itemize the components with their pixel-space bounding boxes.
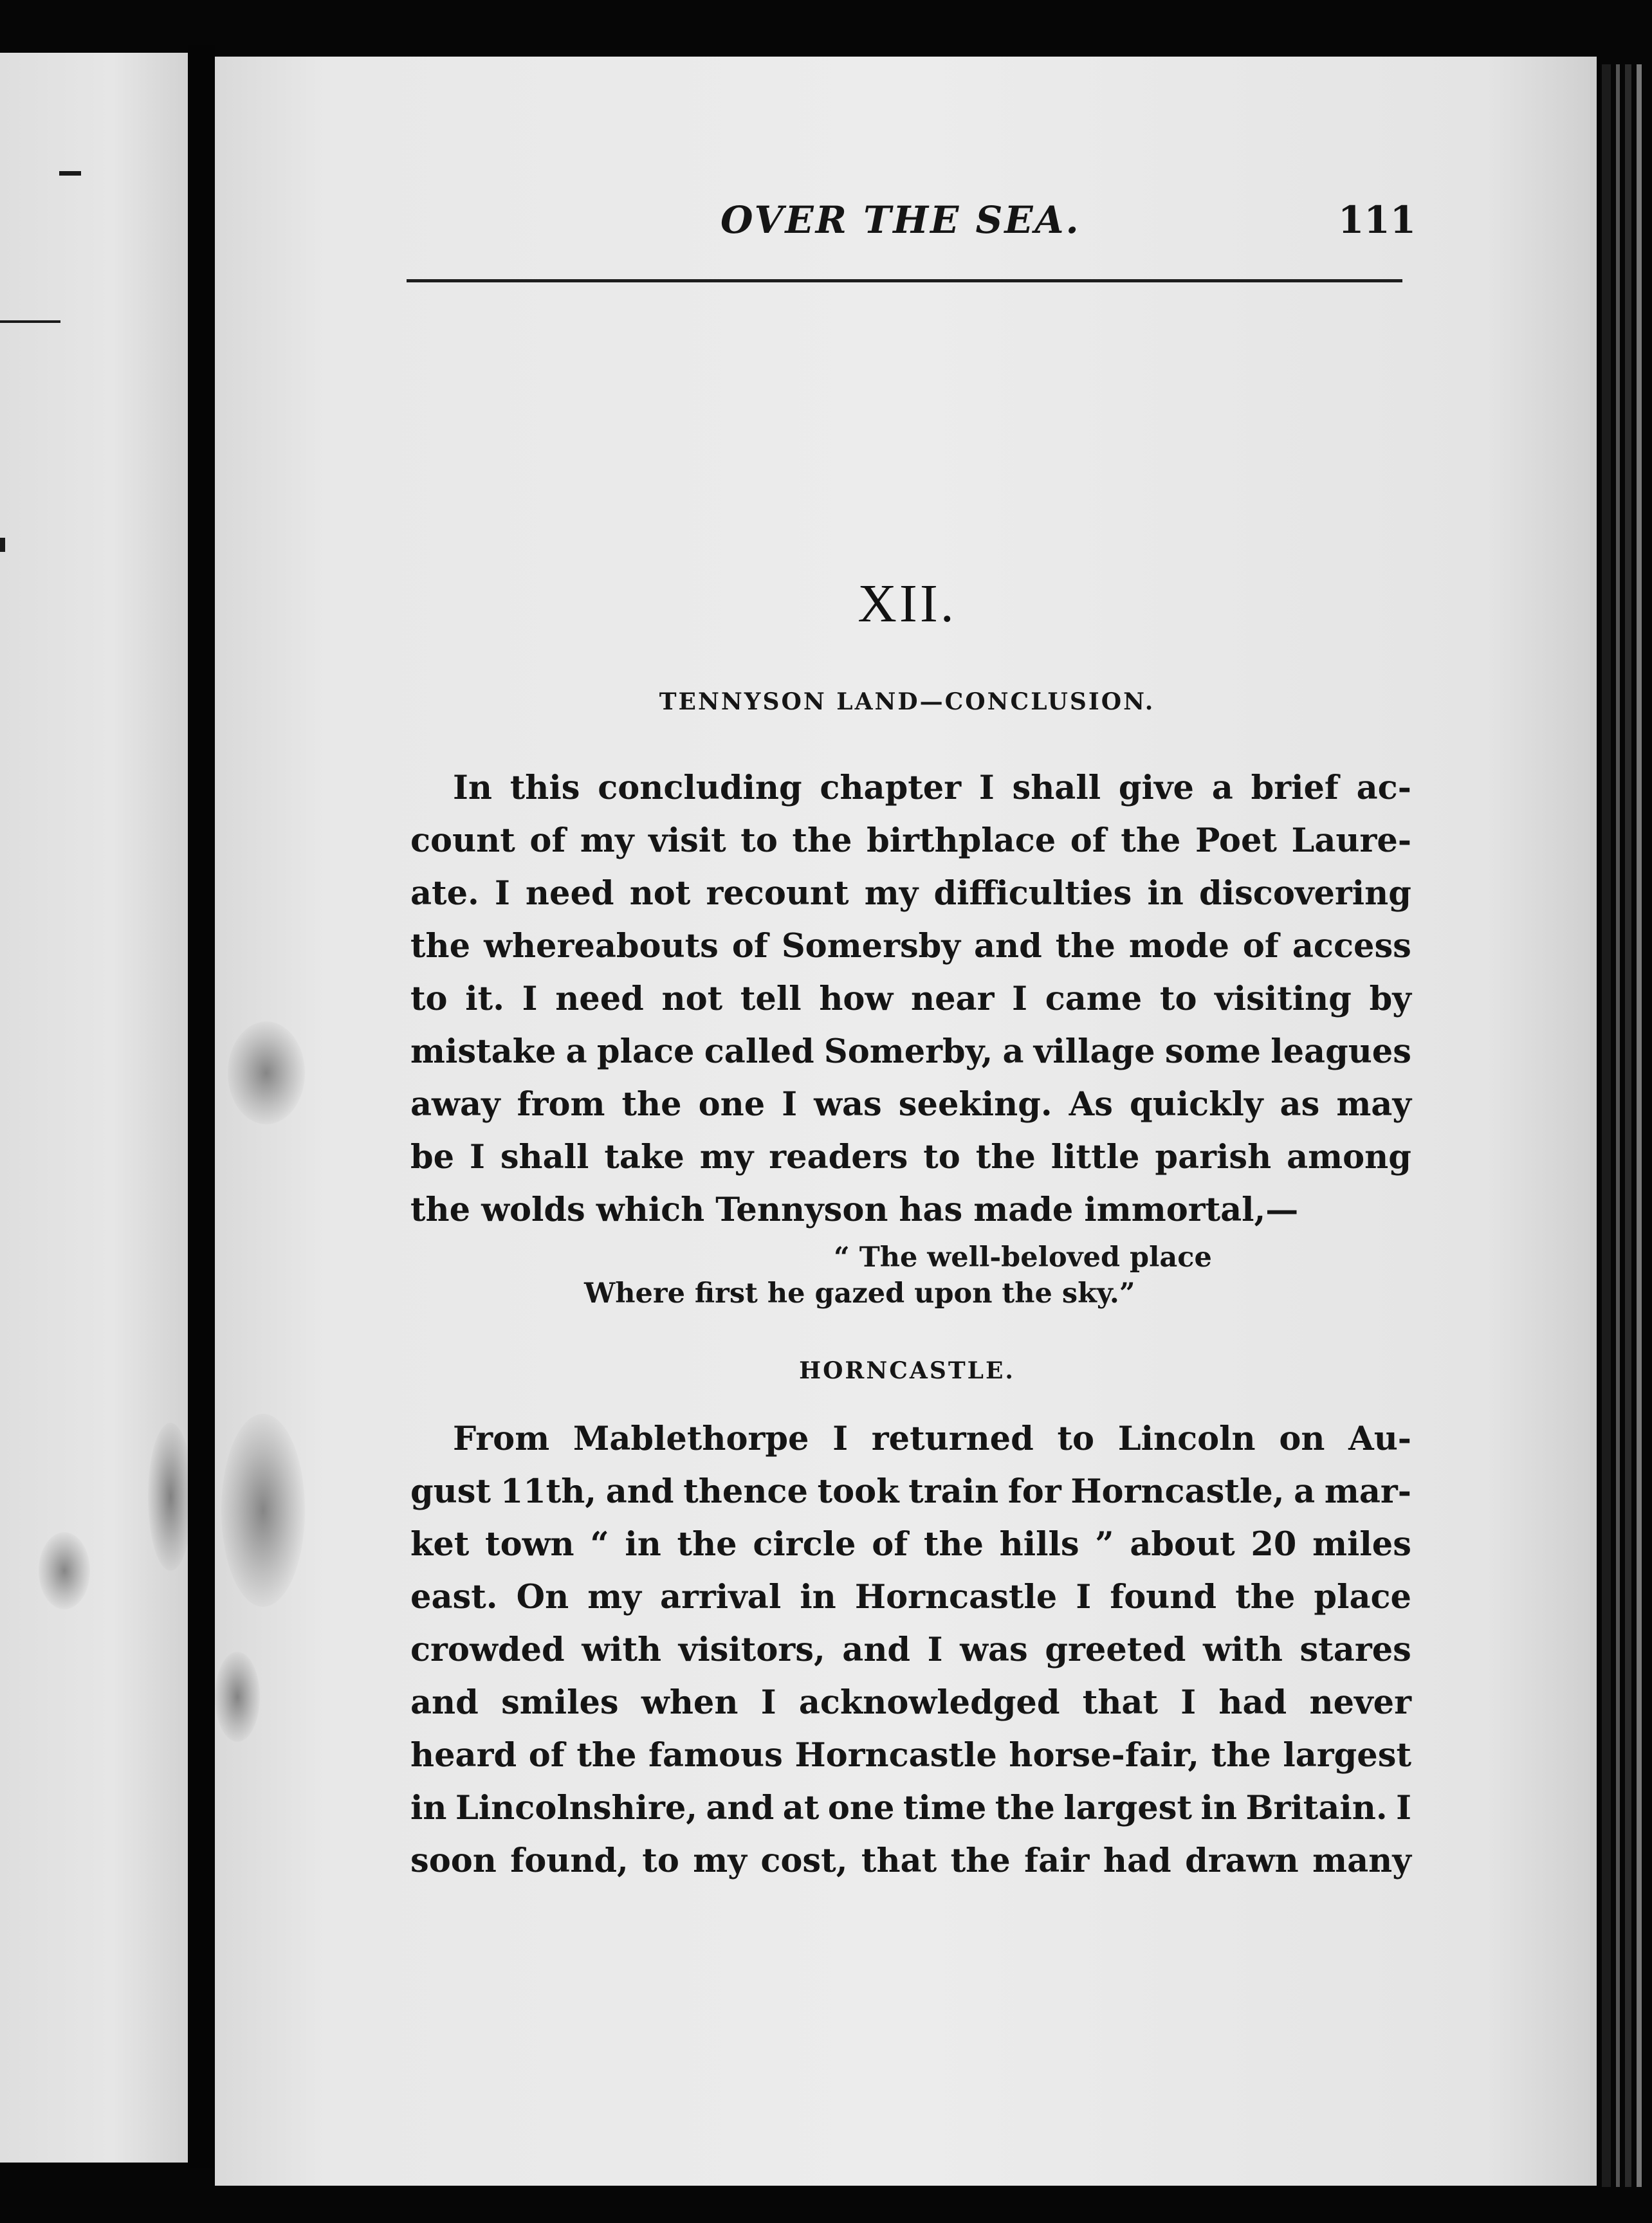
stain (148, 1423, 193, 1571)
word: Horncastle, (1070, 1472, 1285, 1511)
text-line (410, 1465, 1411, 1518)
word: Somerby, (823, 1032, 993, 1071)
word: I (782, 1085, 798, 1124)
word: Lincolnshire, (455, 1789, 698, 1827)
word: ate. (410, 874, 479, 913)
word: I (494, 874, 510, 913)
word: how (819, 980, 894, 1018)
ink-mark (59, 171, 81, 176)
page-edge (1602, 64, 1611, 2187)
word: time (903, 1789, 987, 1827)
word: has (899, 1191, 963, 1229)
word: quickly (1129, 1085, 1263, 1124)
text-line (410, 1078, 1411, 1131)
section-heading: HORNCASTLE. (799, 1357, 1015, 1384)
word: in (1147, 874, 1184, 913)
text-line (410, 1782, 1411, 1834)
word: circle (753, 1525, 856, 1564)
word: the (1121, 821, 1181, 860)
word: shall (500, 1138, 589, 1176)
word: to (642, 1842, 679, 1880)
word: Poet (1195, 821, 1277, 860)
word: of (872, 1525, 908, 1564)
word: Au- (1348, 1420, 1411, 1458)
word: Somersby (781, 927, 960, 965)
word: among (1287, 1138, 1411, 1176)
word: took (817, 1472, 899, 1511)
word: in (800, 1578, 836, 1616)
text-line (410, 1131, 1411, 1184)
word: as (1280, 1085, 1320, 1124)
word: gust (410, 1472, 491, 1511)
page-edge (1637, 64, 1642, 2187)
word: a (565, 1032, 587, 1071)
word: Tennyson (715, 1191, 888, 1229)
word: visitors, (678, 1631, 825, 1669)
word: acknowledged (798, 1683, 1060, 1722)
word: with (1203, 1631, 1283, 1669)
word: seeking. (898, 1085, 1052, 1124)
word: I (978, 769, 995, 807)
word: the (1211, 1736, 1271, 1775)
word: shall (1012, 769, 1101, 807)
word: not (629, 874, 691, 913)
word: to (410, 980, 448, 1018)
text-line (410, 973, 1411, 1025)
text-line (410, 1518, 1411, 1571)
word: never (1309, 1683, 1411, 1722)
word: soon (410, 1842, 497, 1880)
word: found (1110, 1578, 1217, 1616)
word: the (1055, 927, 1115, 965)
word: place (1314, 1578, 1411, 1616)
word: by (1369, 980, 1411, 1018)
word: train (908, 1472, 999, 1511)
ink-mark (0, 538, 5, 552)
word: near (911, 980, 995, 1018)
word: fair (1024, 1842, 1090, 1880)
word: a (1294, 1472, 1316, 1511)
word: of (1242, 927, 1279, 965)
word: thence (683, 1472, 808, 1511)
word: parish (1155, 1138, 1272, 1176)
word: crowded (410, 1631, 565, 1669)
ink-mark (0, 320, 60, 323)
word: whereabouts (484, 927, 719, 965)
word: the (621, 1085, 682, 1124)
word: mistake (410, 1032, 556, 1071)
word: need (525, 874, 614, 913)
word: and (410, 1683, 479, 1722)
word: immortal,— (1084, 1191, 1299, 1229)
word: the (576, 1736, 637, 1775)
text-line (410, 867, 1411, 920)
word: to (1057, 1420, 1095, 1458)
word: the (792, 821, 852, 860)
word: arrival (659, 1578, 782, 1616)
word: and (973, 927, 1042, 965)
chapter-number: XII. (858, 574, 957, 634)
word: Britain. (1245, 1789, 1388, 1827)
word: one (698, 1085, 766, 1124)
word: I (927, 1631, 943, 1669)
word: access (1292, 927, 1411, 965)
word: returned (871, 1420, 1034, 1458)
word: visiting (1215, 980, 1352, 1018)
text-line (410, 1184, 1411, 1236)
page-edge (1616, 64, 1620, 2187)
word: 11th, (500, 1472, 597, 1511)
word: I (1180, 1683, 1197, 1722)
text-line (410, 920, 1411, 973)
book-gutter (188, 45, 215, 2168)
stain (221, 1414, 305, 1607)
word: a (1002, 1032, 1024, 1071)
word: ac- (1356, 769, 1411, 807)
word: mode (1128, 927, 1229, 965)
word: my (699, 1138, 754, 1176)
word: which (596, 1191, 705, 1229)
word: famous (648, 1736, 783, 1775)
text-line (410, 1413, 1411, 1465)
word: smiles (501, 1683, 619, 1722)
word: I (522, 980, 538, 1018)
word: for (1007, 1472, 1061, 1511)
word: the (950, 1842, 1011, 1880)
word: hills (999, 1525, 1079, 1564)
word: cost, (760, 1842, 848, 1880)
text-line (410, 814, 1411, 867)
word: of (528, 1736, 565, 1775)
word: the (677, 1525, 737, 1564)
word: I (1012, 980, 1027, 1018)
word: horse-fair, (1009, 1736, 1199, 1775)
stain (228, 1021, 305, 1124)
word: birthplace (867, 821, 1056, 860)
page-number: 111 (1338, 198, 1417, 242)
verse-line: Where first he gazed upon the sky.” (584, 1277, 1135, 1310)
word: a (1211, 769, 1233, 807)
word: to (740, 821, 778, 860)
word: drawn (1185, 1842, 1299, 1880)
word: of (1070, 821, 1106, 860)
word: my (864, 874, 919, 913)
header-rule (407, 279, 1402, 282)
word: largest (1063, 1789, 1192, 1827)
stain (215, 1652, 260, 1742)
verse-line: “ The well-beloved place (834, 1241, 1212, 1274)
word: Lincoln (1117, 1420, 1256, 1458)
word: that (1082, 1683, 1159, 1722)
word: found, (510, 1842, 629, 1880)
text-line (410, 1025, 1411, 1078)
word: the (923, 1525, 984, 1564)
word: village (1033, 1032, 1155, 1071)
word: town (485, 1525, 574, 1564)
word: readers (769, 1138, 908, 1176)
word: at (782, 1789, 820, 1827)
word: brief (1251, 769, 1339, 807)
word: From (453, 1420, 550, 1458)
word: in (410, 1789, 447, 1827)
word: give (1118, 769, 1194, 807)
word: my (693, 1842, 747, 1880)
word: In (453, 769, 492, 807)
word: had (1103, 1842, 1171, 1880)
word: be (410, 1138, 455, 1176)
word: was (960, 1631, 1028, 1669)
word: “ (590, 1525, 609, 1564)
word: I (470, 1138, 485, 1176)
word: not (661, 980, 723, 1018)
word: and (706, 1789, 775, 1827)
word: I (832, 1420, 849, 1458)
word: away (410, 1085, 500, 1124)
word: difficulties (933, 874, 1132, 913)
word: the (1235, 1578, 1296, 1616)
word: and (842, 1631, 911, 1669)
word: recount (706, 874, 849, 913)
word: place (596, 1032, 695, 1071)
word: leagues (1271, 1032, 1411, 1071)
word: I (760, 1683, 776, 1722)
word: visit (648, 821, 726, 860)
word: to (923, 1138, 960, 1176)
word: largest (1283, 1736, 1411, 1775)
word: wolds (481, 1191, 585, 1229)
word: the (410, 927, 471, 965)
word: my (587, 1578, 641, 1616)
word: on (1279, 1420, 1325, 1458)
word: to (1159, 980, 1197, 1018)
running-head-title: OVER THE SEA. (720, 198, 1081, 242)
word: Laure- (1291, 821, 1411, 860)
word: Horncastle (794, 1736, 997, 1775)
word: in (1200, 1789, 1237, 1827)
word: miles (1312, 1525, 1411, 1564)
paragraph-1 (410, 762, 1411, 1236)
word: about (1130, 1525, 1235, 1564)
word: heard (410, 1736, 517, 1775)
word: it. (465, 980, 504, 1018)
word: east. (410, 1578, 498, 1616)
word: tell (740, 980, 802, 1018)
paragraph-2 (410, 1413, 1411, 1887)
word: was (814, 1085, 882, 1124)
word: when (641, 1683, 739, 1722)
word: of (529, 821, 566, 860)
word: made (973, 1191, 1074, 1229)
word: the (975, 1138, 1036, 1176)
word: I (1396, 1789, 1411, 1827)
text-line (410, 1729, 1411, 1782)
word: with (582, 1631, 662, 1669)
text-line (410, 1834, 1411, 1887)
word: mar- (1324, 1472, 1411, 1511)
word: ket (410, 1525, 470, 1564)
word: in (625, 1525, 661, 1564)
word: take (604, 1138, 684, 1176)
word: had (1218, 1683, 1287, 1722)
word: little (1051, 1138, 1140, 1176)
word: Horncastle (854, 1578, 1058, 1616)
text-line (410, 762, 1411, 814)
word: came (1045, 980, 1143, 1018)
word: many (1312, 1842, 1411, 1880)
word: this (509, 769, 580, 807)
word: of (731, 927, 768, 965)
chapter-subtitle: TENNYSON LAND—CONCLUSION. (659, 688, 1155, 715)
word: discovering (1199, 874, 1411, 913)
word: greeted (1045, 1631, 1186, 1669)
word: that (861, 1842, 937, 1880)
word: 20 (1251, 1525, 1297, 1564)
word: I (1076, 1578, 1092, 1616)
word: called (704, 1032, 814, 1071)
word: my (580, 821, 634, 860)
word: ” (1095, 1525, 1114, 1564)
text-line (410, 1571, 1411, 1624)
word: one (827, 1789, 895, 1827)
word: stares (1299, 1631, 1411, 1669)
word: the (410, 1191, 471, 1229)
word: Mablethorpe (573, 1420, 809, 1458)
word: On (516, 1578, 569, 1616)
word: the (995, 1789, 1055, 1827)
text-line (410, 1624, 1411, 1676)
word: concluding (598, 769, 802, 807)
facing-page-edge (0, 53, 188, 2163)
word: and (605, 1472, 674, 1511)
word: need (555, 980, 644, 1018)
word: may (1336, 1085, 1411, 1124)
stain (39, 1532, 90, 1609)
word: some (1164, 1032, 1261, 1071)
word: chapter (820, 769, 962, 807)
text-line (410, 1676, 1411, 1729)
word: count (410, 821, 515, 860)
word: As (1069, 1085, 1113, 1124)
page-edge (1625, 64, 1631, 2187)
word: from (517, 1085, 605, 1124)
